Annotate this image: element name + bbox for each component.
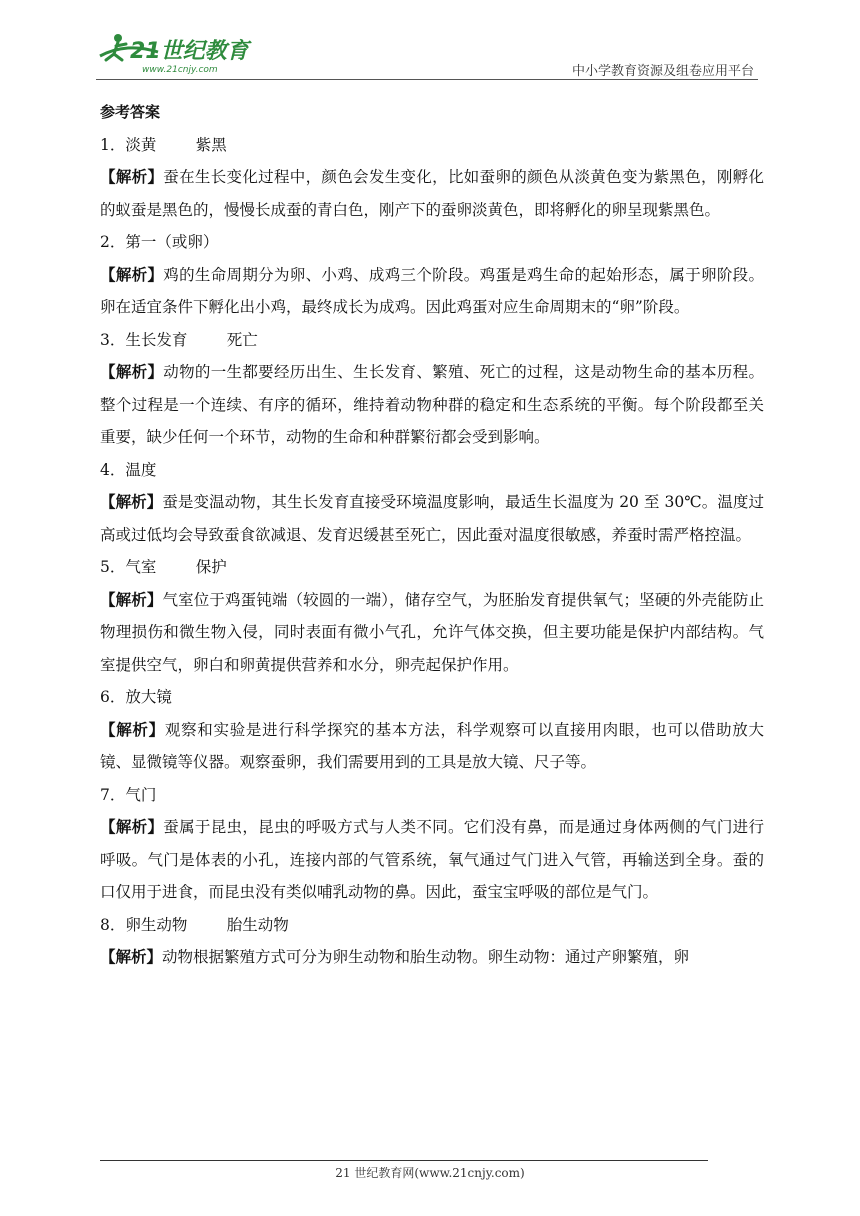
answer-line: 8．卵生动物 胎生动物 (100, 915, 289, 934)
logo-text: 21世纪教育 (130, 39, 249, 64)
explanation-text: 动物根据繁殖方式可分为卵生动物和胎生动物。卵生动物：通过产卵繁殖，卵 (162, 948, 690, 966)
explanation-text: 鸡的生命周期分为卵、小鸡、成鸡三个阶段。鸡蛋是鸡生命的起始形态，属于卵阶段。卵在适宜条件下孵化出小鸡，最终成长为成鸡。因此鸡蛋对应生命周期末的“卵”阶段。 (100, 265, 764, 316)
explanation-paragraph (100, 714, 764, 779)
explanation-tag: 【解析】 (100, 589, 163, 609)
site-logo (96, 30, 266, 76)
answer-line: 4．温度 (100, 460, 157, 479)
explanation-text: 动物的一生都要经历出生、生长发育、繁殖、死亡的过程，这是动物生命的基本历程。整个过程是一个连续、有序的循环，维持着动物种群的稳定和生态系统的平衡。每个阶段都至关重要，缺少任何一个环节，动物的生命和种群繁衍都会受到影响。 (100, 363, 764, 446)
explanation-text: 蚕属于昆虫，昆虫的呼吸方式与人类不同。它们没有鼻，而是通过身体两侧的气门进行呼吸。气门是体表的小孔，连接内部的气管系统，氧气通过气门进入气管，再输送到全身。蚕的口仅用于进食，而昆虫没有类似哺乳动物的鼻。因此，蚕宝宝呼吸的部位是气门。 (100, 818, 764, 901)
explanation-paragraph (100, 356, 764, 454)
answer-line: 7．气门 (100, 785, 157, 804)
explanation-tag: 【解析】 (100, 362, 164, 381)
explanation-paragraph (100, 584, 764, 682)
explanation-tag: 【解析】 (100, 947, 163, 966)
explanation-text: 气室位于鸡蛋钝端（较圆的一端），储存空气，为胚胎发育提供氧气；坚硬的外壳能防止物理损伤和微生物入侵，同时表面有微小气孔，允许气体交换，但主要功能是保护内部结构。气室提供空气，卵白和卵黄提供营养和水分，卵壳起保护作用。 (100, 590, 764, 674)
explanation-paragraph (100, 259, 764, 324)
explanation-text: 观察和实验是进行科学探究的基本方法，科学观察可以直接用肉眼，也可以借助放大镜、显微镜等仪器。观察蚕卵，我们需要用到的工具是放大镜、尺子等。 (100, 720, 764, 771)
answer-line: 1．淡黄 紫黑 (100, 135, 227, 154)
answer-document (100, 96, 764, 974)
explanation-paragraph (100, 811, 764, 909)
answer-line: 3．生长发育 死亡 (100, 330, 258, 349)
explanation-tag: 【解析】 (100, 817, 164, 836)
explanation-text: 蚕是变温动物，其生长发育直接受环境温度影响，最适生长温度为 20 至 30℃。温度过高或过低均会导致蚕食欲减退、发育迟缓甚至死亡，因此蚕对温度很敏感，养蚕时需严格控温。 (100, 493, 764, 544)
page-title: 参考答案 (100, 103, 161, 121)
answer-line: 5．气室 保护 (100, 558, 227, 576)
explanation-tag: 【解析】 (100, 719, 165, 739)
answer-line: 2．第一（或卵） (100, 233, 219, 251)
explanation-tag: 【解析】 (100, 167, 164, 186)
platform-name: 中小学教育资源及组卷应用平台 (571, 64, 754, 79)
explanation-text: 蚕在生长变化过程中，颜色会发生变化，比如蚕卵的颜色从淡黄色变为紫黑色，刚孵化的蚁蚕是黑色的，慢慢长成蚕的青白色，刚产下的蚕卵淡黄色，即将孵化的卵呈现紫黑色。 (100, 168, 764, 219)
explanation-paragraph (100, 161, 764, 226)
header-divider (96, 79, 758, 80)
explanation-paragraph (100, 486, 764, 551)
explanation-tag: 【解析】 (100, 264, 164, 284)
answer-line: 6．放大镜 (100, 688, 172, 706)
footer-divider (100, 1160, 708, 1161)
logo-url: www.21cnjy.com (142, 65, 218, 75)
explanation-tag: 【解析】 (100, 492, 163, 511)
page-header (0, 0, 860, 82)
page-footer: 21 世纪教育网(www.21cnjy.com) (335, 1166, 525, 1180)
explanation-paragraph (100, 941, 764, 974)
